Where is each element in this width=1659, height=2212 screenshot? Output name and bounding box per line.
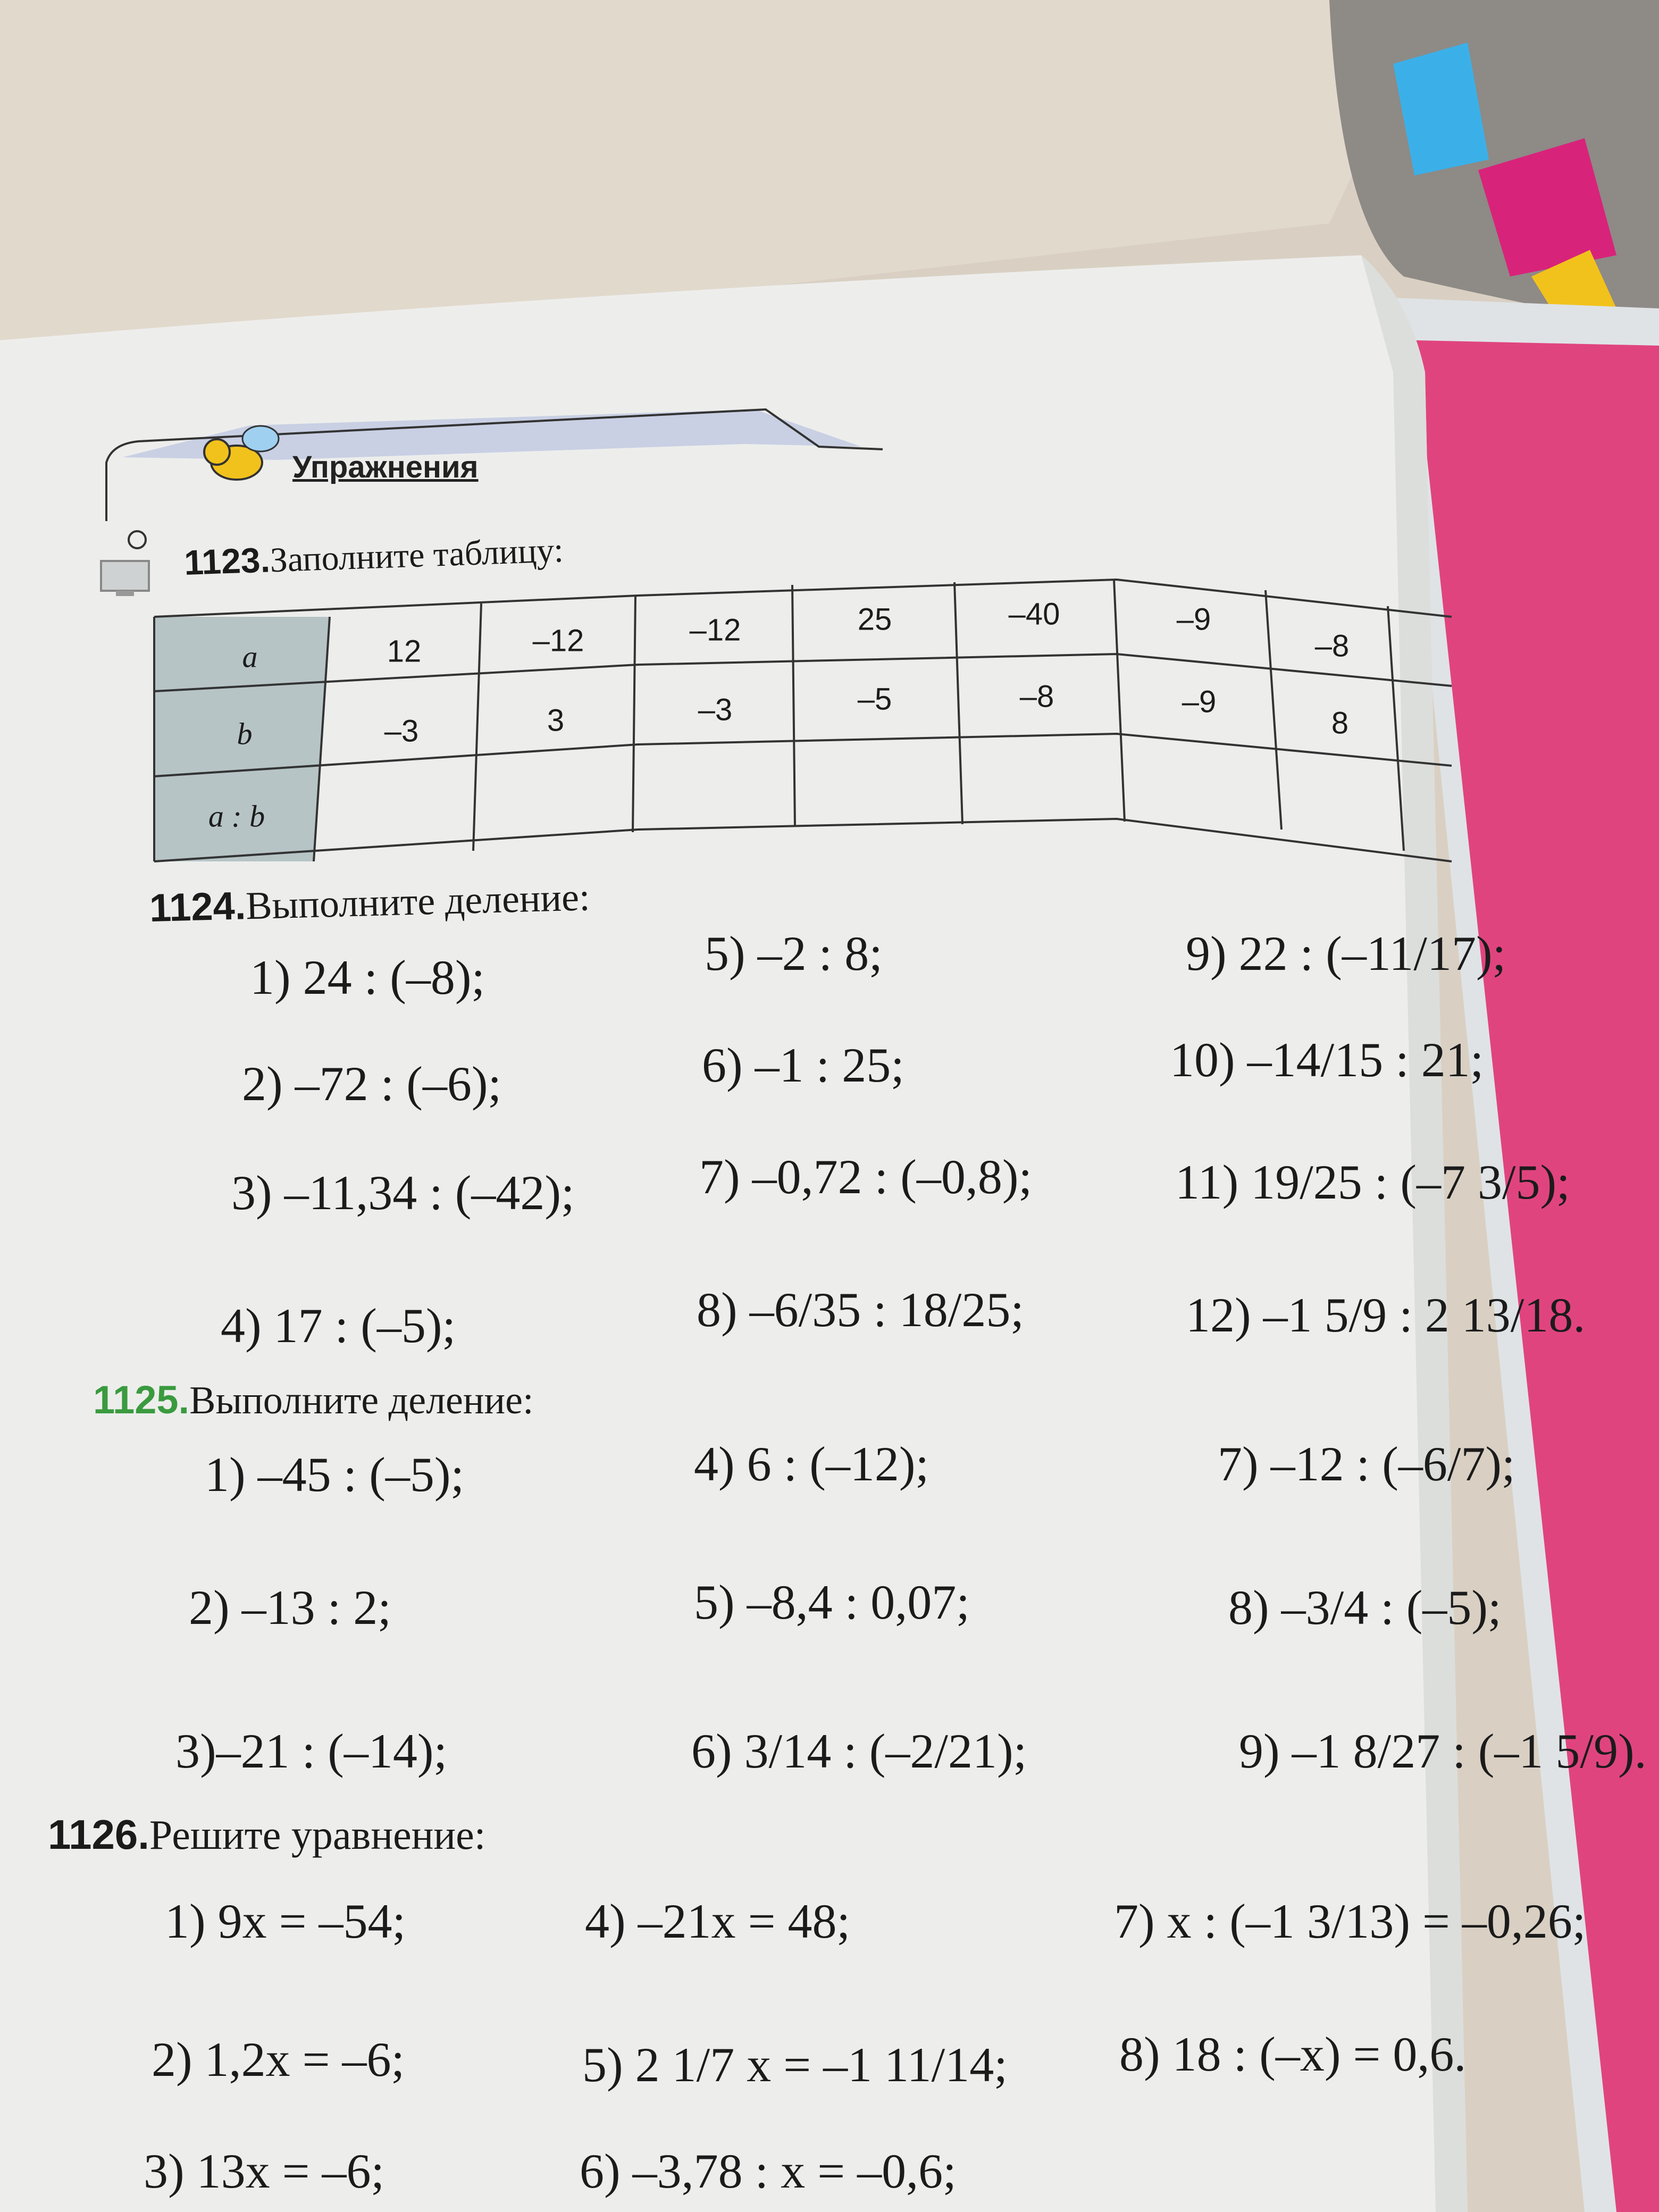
- exercise-1123-task: Заполните таблицу:: [269, 531, 564, 580]
- exercise-1126-number: 1126.: [48, 1811, 149, 1858]
- exercise-1126-item: 8) 18 : (–x) = 0,6.: [1119, 2027, 1467, 2081]
- exercise-1124-item: 7) –0,72 : (–0,8);: [699, 1150, 1033, 1204]
- table-cell-b: –5: [857, 682, 892, 717]
- table-cell-a: –12: [689, 613, 741, 648]
- exercise-1125-item: 2) –13 : 2;: [189, 1580, 391, 1635]
- exercise-1124-item: 8) –6/35 : 18/25;: [697, 1283, 1024, 1337]
- exercise-1125-item: 8) –3/4 : (–5);: [1228, 1580, 1502, 1635]
- exercise-1124-item: 9) 22 : (–11/17);: [1186, 926, 1506, 981]
- table-cell-a: 25: [857, 602, 892, 637]
- exercise-1123-heading: [183, 529, 564, 584]
- exercise-1125-item: 3)–21 : (–14);: [175, 1724, 448, 1778]
- exercise-1123-number: 1123.: [183, 540, 271, 582]
- table-cell-b: 8: [1331, 706, 1349, 741]
- exercise-1124-item: 11) 19/25 : (–7 3/5);: [1175, 1155, 1570, 1209]
- exercise-1125-task: Выполните деление:: [189, 1379, 534, 1422]
- exercise-1124-heading: [149, 874, 591, 932]
- exercise-1124-item: 4) 17 : (–5);: [221, 1298, 456, 1353]
- table-row-header-b: b: [237, 716, 253, 751]
- table-cell-a: 12: [387, 634, 422, 669]
- exercise-1126-item: 2) 1,2x = –6;: [152, 2032, 405, 2087]
- table-row-header-a: a: [242, 639, 258, 674]
- exercise-1126-item: 6) –3,78 : x = –0,6;: [580, 2144, 957, 2198]
- exercise-1124-number: 1124.: [149, 883, 247, 930]
- table-cell-b: –3: [698, 692, 733, 727]
- exercise-1125-number: 1125.: [93, 1378, 190, 1422]
- table-cell-a: –12: [532, 623, 584, 658]
- exercise-1124-item: 1) 24 : (–8);: [250, 950, 485, 1004]
- exercise-1125-item: 9) –1 8/27 : (–1 5/9).: [1239, 1724, 1647, 1778]
- table-cell-b: –3: [384, 714, 419, 749]
- exercise-1126-item: 4) –21x = 48;: [585, 1894, 851, 1948]
- exercise-1126-item: 3) 13x = –6;: [144, 2144, 385, 2198]
- exercise-1126-item: 7) x : (–1 3/13) = –0,26;: [1114, 1894, 1586, 1948]
- exercise-1126-item: 5) 2 1/7 x = –1 11/14;: [582, 2038, 1008, 2092]
- exercise-1126-task: Решите уравнение:: [149, 1812, 486, 1858]
- exercise-1124-item: 2) –72 : (–6);: [242, 1057, 502, 1111]
- exercise-1124-item: 12) –1 5/9 : 2 13/18.: [1186, 1288, 1586, 1342]
- exercise-1124-task: Выполните деление:: [245, 875, 591, 928]
- exercise-1126-heading: [48, 1811, 485, 1859]
- exercise-1125-item: 6) 3/14 : (–2/21);: [691, 1724, 1027, 1778]
- exercise-1125-item: 7) –12 : (–6/7);: [1218, 1437, 1515, 1491]
- exercise-1125-item: 1) –45 : (–5);: [205, 1447, 465, 1502]
- table-cell-a: –40: [1008, 597, 1060, 632]
- exercise-1125-heading: [93, 1377, 534, 1423]
- exercise-1125-item: 5) –8,4 : 0,07;: [694, 1575, 970, 1629]
- table-row-header-ab: a : b: [208, 799, 265, 834]
- section-title: Упражнения: [292, 450, 479, 484]
- exercise-1124-item: 5) –2 : 8;: [705, 926, 883, 981]
- exercise-1124-item: 6) –1 : 25;: [702, 1038, 904, 1092]
- table-cell-b: –9: [1182, 684, 1217, 719]
- table-cell-b: 3: [547, 703, 565, 738]
- table-cell-b: –8: [1019, 679, 1054, 714]
- exercise-1125-item: 4) 6 : (–12);: [694, 1437, 929, 1491]
- exercise-1124-item: 3) –11,34 : (–42);: [231, 1166, 575, 1220]
- exercise-1126-item: 1) 9x = –54;: [165, 1894, 406, 1948]
- table-cell-a: –9: [1176, 602, 1211, 637]
- table-cell-a: –8: [1314, 629, 1350, 664]
- exercise-1124-item: 10) –14/15 : 21;: [1170, 1033, 1484, 1087]
